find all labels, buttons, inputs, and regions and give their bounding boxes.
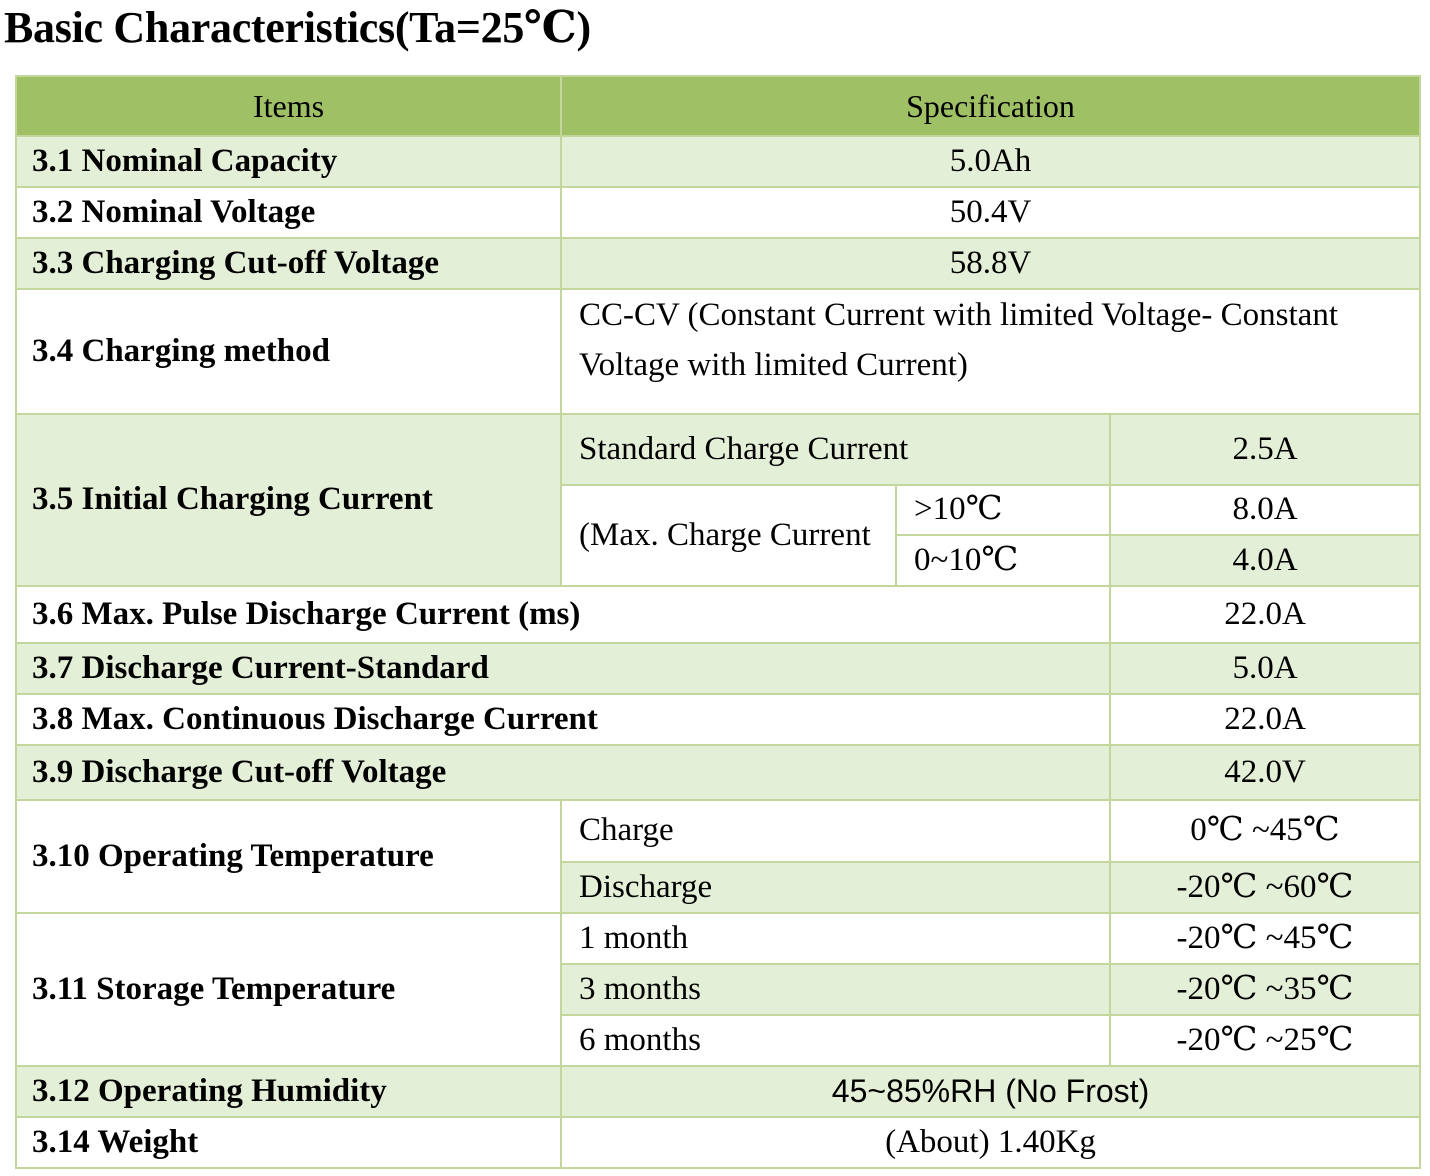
initial-charging-current-label: 3.5 Initial Charging Current xyxy=(17,415,560,585)
storage-temperature-label: 3.11 Storage Temperature xyxy=(17,914,560,1065)
document-title: Basic Characteristics(Ta=25℃) xyxy=(4,3,591,52)
nominal-capacity-label: 3.1 Nominal Capacity xyxy=(17,137,560,186)
storage-1-month-value: -20℃ ~45℃ xyxy=(1111,914,1419,963)
max-continuous-discharge-current-label: 3.8 Max. Continuous Discharge Current xyxy=(17,695,1109,744)
charging-method-label: 3.4 Charging method xyxy=(17,290,560,413)
weight-label: 3.14 Weight xyxy=(17,1118,560,1167)
nominal-voltage-value: 50.4V xyxy=(562,188,1419,237)
storage-3-months-value: -20℃ ~35℃ xyxy=(1111,965,1419,1014)
nominal-voltage-label: 3.2 Nominal Voltage xyxy=(17,188,560,237)
operating-temperature-discharge-label: Discharge xyxy=(562,863,1109,912)
storage-1-month-label: 1 month xyxy=(562,914,1109,963)
operating-temperature-discharge-value: -20℃ ~60℃ xyxy=(1111,863,1419,912)
discharge-current-standard-label: 3.7 Discharge Current-Standard xyxy=(17,644,1109,693)
max-charge-0-to-10-value: 4.0A xyxy=(1111,536,1419,585)
charging-cutoff-voltage-value: 58.8V xyxy=(562,239,1419,288)
max-pulse-discharge-current-label: 3.6 Max. Pulse Discharge Current (ms) xyxy=(17,587,1109,642)
header-items: Items xyxy=(17,77,560,135)
operating-humidity-label: 3.12 Operating Humidity xyxy=(17,1067,560,1116)
charging-method-value: CC-CV (Constant Current with limited Voltage- Constant Voltage with limited Current) xyxy=(562,290,1419,413)
max-pulse-discharge-current-value: 22.0A xyxy=(1111,587,1419,642)
weight-value: (About) 1.40Kg xyxy=(562,1118,1419,1167)
characteristics-table xyxy=(15,75,1421,1169)
operating-temperature-charge-value: 0℃ ~45℃ xyxy=(1111,801,1419,861)
operating-temperature-charge-label: Charge xyxy=(562,801,1109,861)
discharge-cutoff-voltage-label: 3.9 Discharge Cut-off Voltage xyxy=(17,746,1109,799)
storage-6-months-value: -20℃ ~25℃ xyxy=(1111,1016,1419,1065)
max-continuous-discharge-current-value: 22.0A xyxy=(1111,695,1419,744)
storage-6-months-label: 6 months xyxy=(562,1016,1109,1065)
max-charge-above-10-condition: >10℃ xyxy=(897,486,1109,534)
storage-3-months-label: 3 months xyxy=(562,965,1109,1014)
discharge-current-standard-value: 5.0A xyxy=(1111,644,1419,693)
max-charge-current-label: (Max. Charge Current xyxy=(562,486,895,585)
discharge-cutoff-voltage-value: 42.0V xyxy=(1111,746,1419,799)
max-charge-0-to-10-condition: 0~10℃ xyxy=(897,536,1109,585)
header-specification: Specification xyxy=(562,77,1419,135)
operating-temperature-label: 3.10 Operating Temperature xyxy=(17,801,560,912)
charging-cutoff-voltage-label: 3.3 Charging Cut-off Voltage xyxy=(17,239,560,288)
standard-charge-current-label: Standard Charge Current xyxy=(562,415,1109,484)
standard-charge-current-value: 2.5A xyxy=(1111,415,1419,484)
operating-humidity-value: 45~85%RH (No Frost) xyxy=(562,1067,1419,1116)
max-charge-above-10-value: 8.0A xyxy=(1111,486,1419,534)
nominal-capacity-value: 5.0Ah xyxy=(562,137,1419,186)
